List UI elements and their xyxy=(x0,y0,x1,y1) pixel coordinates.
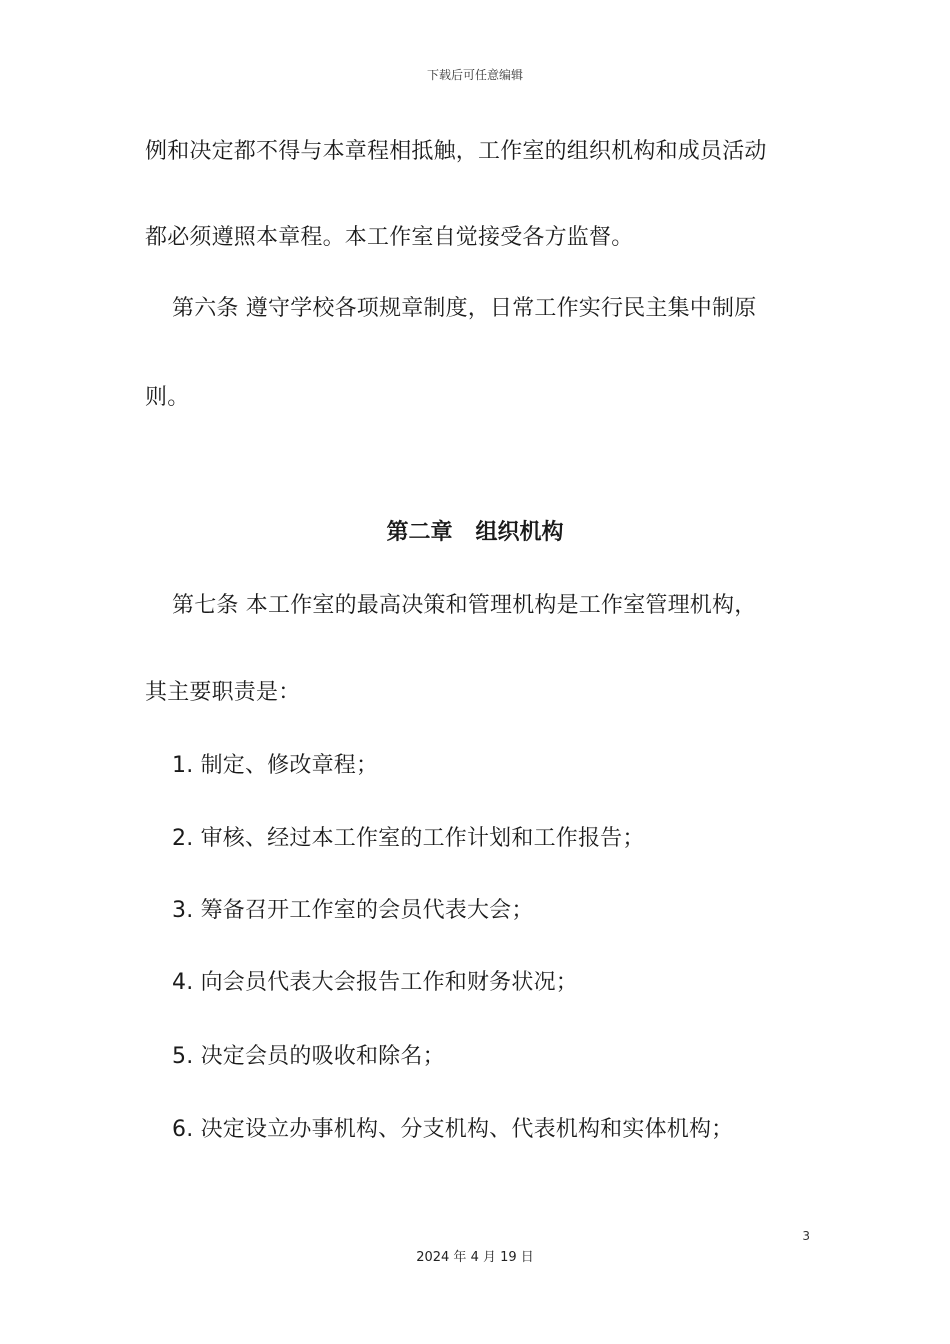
list-item: 1. 制定、修改章程； xyxy=(172,753,379,778)
list-item: 2. 审核、经过本工作室的工作计划和工作报告； xyxy=(172,826,645,851)
chapter-heading: 第二章 组织机构 xyxy=(386,520,564,545)
page-header: 下载后可任意编辑 xyxy=(426,68,523,82)
footer-date: 2024 年 4 月 19 日 xyxy=(416,1250,534,1265)
list-item: 6. 决定设立办事机构、分支机构、代表机构和实体机构； xyxy=(172,1117,734,1142)
page-number: 3 xyxy=(802,1229,810,1243)
paragraph-line: 都必须遵照本章程。本工作室自觉接受各方监督。 xyxy=(145,225,634,250)
article-six-line: 第六条 遵守学校各项规章制度，日常工作实行民主集中制原 xyxy=(172,296,757,321)
paragraph-line: 例和决定都不得与本章程相抵触，工作室的组织机构和成员活动 xyxy=(145,139,767,164)
list-item: 3. 筹备召开工作室的会员代表大会； xyxy=(172,898,534,923)
article-seven-line: 第七条 本工作室的最高决策和管理机构是工作室管理机构， xyxy=(172,593,757,618)
list-item: 5. 决定会员的吸收和除名； xyxy=(172,1044,445,1069)
list-item: 4. 向会员代表大会报告工作和财务状况； xyxy=(172,970,578,995)
paragraph-line: 其主要职责是： xyxy=(145,680,301,705)
paragraph-line: 则。 xyxy=(145,385,190,410)
